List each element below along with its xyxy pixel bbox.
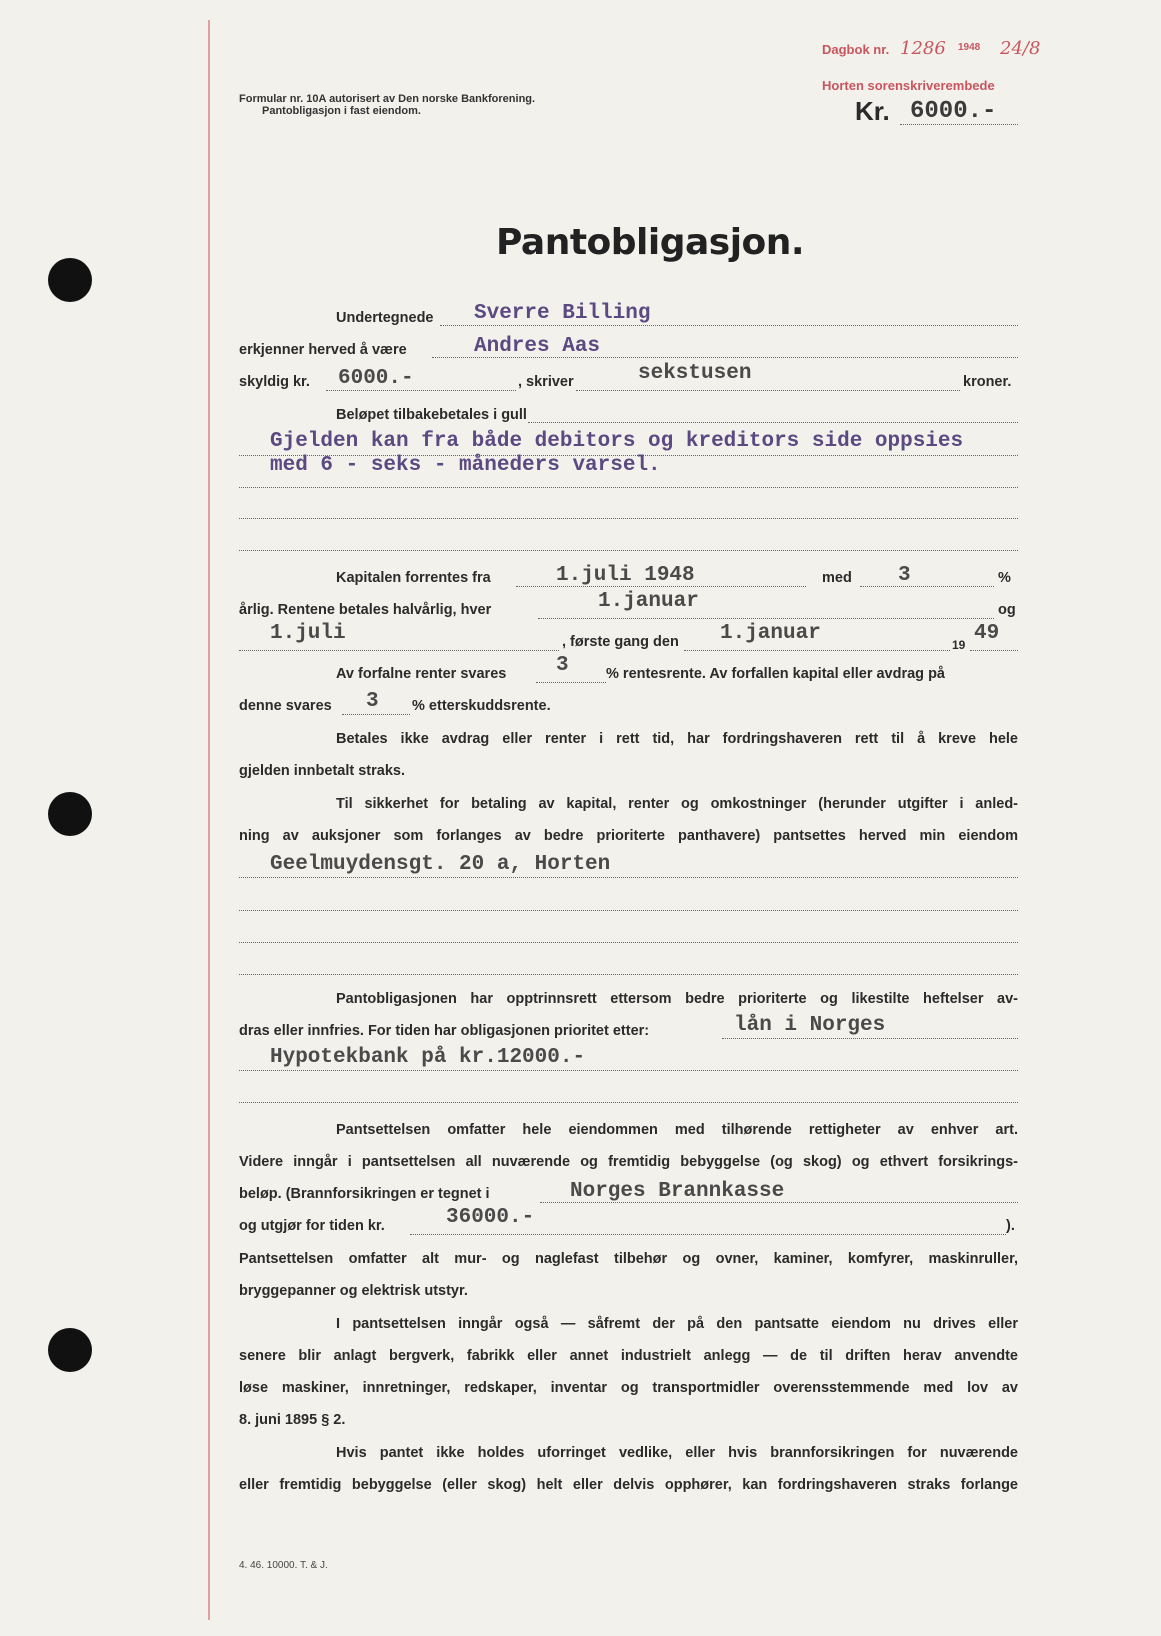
fill-line [239,1102,1018,1103]
percent-sign: % [998,570,1011,586]
amount-line [900,124,1018,125]
fill-line [684,650,950,651]
paragraph-priority-line2: dras eller innfries. For tiden har obligasjonen prioritet etter: [239,1023,650,1039]
paragraph-default-line2: gjelden innbetalt straks. [239,763,405,779]
fill-line [239,877,1018,878]
with-label: med [822,570,852,586]
journal-year: 1948 [958,42,981,53]
fill-line [970,650,1018,651]
paragraph-industrial-line1: I pantsettelsen inngår også — såfremt der på den pantsatte eiendom nu drives eller [336,1316,1018,1332]
overdue-suffix: % rentesrente. Av forfallen kapital eller avdrag på [606,666,945,682]
paragraph-maintenance-line1: Hvis pantet ikke holdes uforringet vedlike, eller hvis brannforsikringen for nuværende [336,1445,1018,1461]
fill-line [239,942,1018,943]
priority-value2: Hypotekbank på kr.12000.- [270,1046,586,1069]
fill-line [239,1070,1018,1071]
journal-stamp-label: Dagbok nr. [822,42,890,57]
scope-close: ). [1006,1218,1015,1234]
and-label: og [998,602,1016,618]
creditor-value: Andres Aas [474,335,601,358]
fill-line [239,650,559,651]
capital-value: 3 [366,690,379,713]
payment-date1: 1.januar [598,590,699,613]
owed-value: 6000.- [338,367,414,390]
fill-line [410,1234,1006,1235]
writes-value: sekstusen [638,362,752,385]
paragraph-industrial-line2: senere blir anlagt bergverk, fabrikk eller annet industrielt anlegg — de til driften herav anvendte [239,1348,1018,1364]
fill-line [432,357,1018,358]
first-time-value: 1.januar [720,622,821,645]
form-notice-line2: Pantobligasjon i fast eiendom. [262,105,421,117]
fill-line [239,487,1018,488]
punch-hole [48,258,92,302]
paragraph-scope-line1: Pantsettelsen omfatter hele eiendommen med tilhørende rettigheter av enhver art. [336,1122,1018,1138]
yearly-label: årlig. Rentene betales halvårlig, hver [239,602,492,618]
paragraph-fixtures-line1: Pantsettelsen omfatter alt mur- og naglefast tilbehør og ovner, kaminer, komfyrer, maskinruller, [239,1251,1018,1267]
undersigned-value: Sverre Billing [474,302,651,325]
capital-suffix: % etterskuddsrente. [412,698,551,714]
fill-line [576,390,960,391]
writes-label: , skriver [518,374,574,390]
paragraph-priority-line1: Pantobligasjonen har opptrinnsrett ettersom bedre prioriterte og likestilte heftelser av- [336,991,1018,1007]
fill-line [860,586,994,587]
fill-line [239,518,1018,519]
journal-number: 1286 [900,38,946,59]
paragraph-industrial-line3: løse maskiner, innretninger, redskaper, inventar og transportmidler overensstemmende med lov av [239,1380,1018,1396]
priority-value1: lån i Norges [734,1014,886,1037]
journal-date: 24/8 [1000,38,1041,59]
year-prefix: 19 [952,638,966,652]
fill-line [239,910,1018,911]
undersigned-label: Undertegnede [336,310,434,326]
fill-line [239,974,1018,975]
insurer-value: Norges Brannkasse [570,1180,785,1203]
fill-line [528,422,1018,423]
fill-line [538,618,994,619]
creditor-label: erkjenner herved å være [239,342,407,358]
fill-line [342,714,410,715]
rate-value: 3 [898,564,911,587]
paragraph-maintenance-line2: eller fremtidig bebyggelse (eller skog) helt eller delvis opphører, kan fordringshaveren straks forlange [239,1477,1018,1493]
paragraph-security-line2: ning av auksjoner som forlanges av bedre prioriterte panthavere) pantsettes herved min eiendom [239,828,1018,844]
repayment-terms-line1: Gjelden kan fra både debitors og kreditors side oppsies [270,430,964,453]
fill-line [516,586,806,587]
payment-date2: 1.juli [270,622,346,645]
overdue-label: Av forfalne renter svares [336,666,507,682]
insured-value: 36000.- [446,1206,535,1229]
paragraph-scope-line4: og utgjør for tiden kr. [239,1218,385,1234]
form-notice-line1: Formular nr. 10A autorisert av Den norske Bankforening. [239,93,536,105]
fill-line [239,550,1018,551]
punch-hole [48,1328,92,1372]
repayment-label: Beløpet tilbakebetales i gull [336,407,527,423]
first-time-label: , første gang den [562,634,679,650]
document-title: Pantobligasjon. [496,222,805,263]
paragraph-default-line1: Betales ikke avdrag eller renter i rett tid, har fordringshaveren rett til å kreve hele [336,731,1018,747]
kroner-label: kroner. [963,374,1012,390]
paragraph-security-line1: Til sikkerhet for betaling av kapital, renter og omkostninger (herunder utgifter i anled- [336,796,1018,812]
amount-prefix: Kr. [855,96,890,126]
repayment-terms-line2: med 6 - seks - måneders varsel. [270,454,661,477]
margin-line [208,20,210,1620]
printer-mark: 4. 46. 10000. T. & J. [239,1560,328,1571]
court-stamp: Horten sorenskriverembede [822,78,995,93]
paragraph-fixtures-line2: bryggepanner og elektrisk utstyr. [239,1283,468,1299]
paragraph-industrial-line4: 8. juni 1895 § 2. [239,1412,346,1428]
fill-line [326,390,516,391]
interest-from-label: Kapitalen forrentes fra [336,570,491,586]
fill-line [540,1202,1018,1203]
interest-from-value: 1.juli 1948 [556,564,695,587]
paragraph-scope-line3: beløp. (Brannforsikringen er tegnet i [239,1186,490,1202]
fill-line [536,682,606,683]
year-value: 49 [974,622,1000,645]
capital-label: denne svares [239,698,332,714]
amount-value: 6000.- [910,98,997,125]
property-value: Geelmuydensgt. 20 a, Horten [270,853,611,876]
fill-line [722,1038,1018,1039]
overdue-value: 3 [556,654,569,677]
punch-hole [48,792,92,836]
paragraph-scope-line2: Videre inngår i pantsettelsen all nuværende og fremtidig bebyggelse (og skog) og ethvert forsikrings- [239,1154,1018,1170]
owed-label: skyldig kr. [239,374,310,390]
fill-line [440,325,1018,326]
